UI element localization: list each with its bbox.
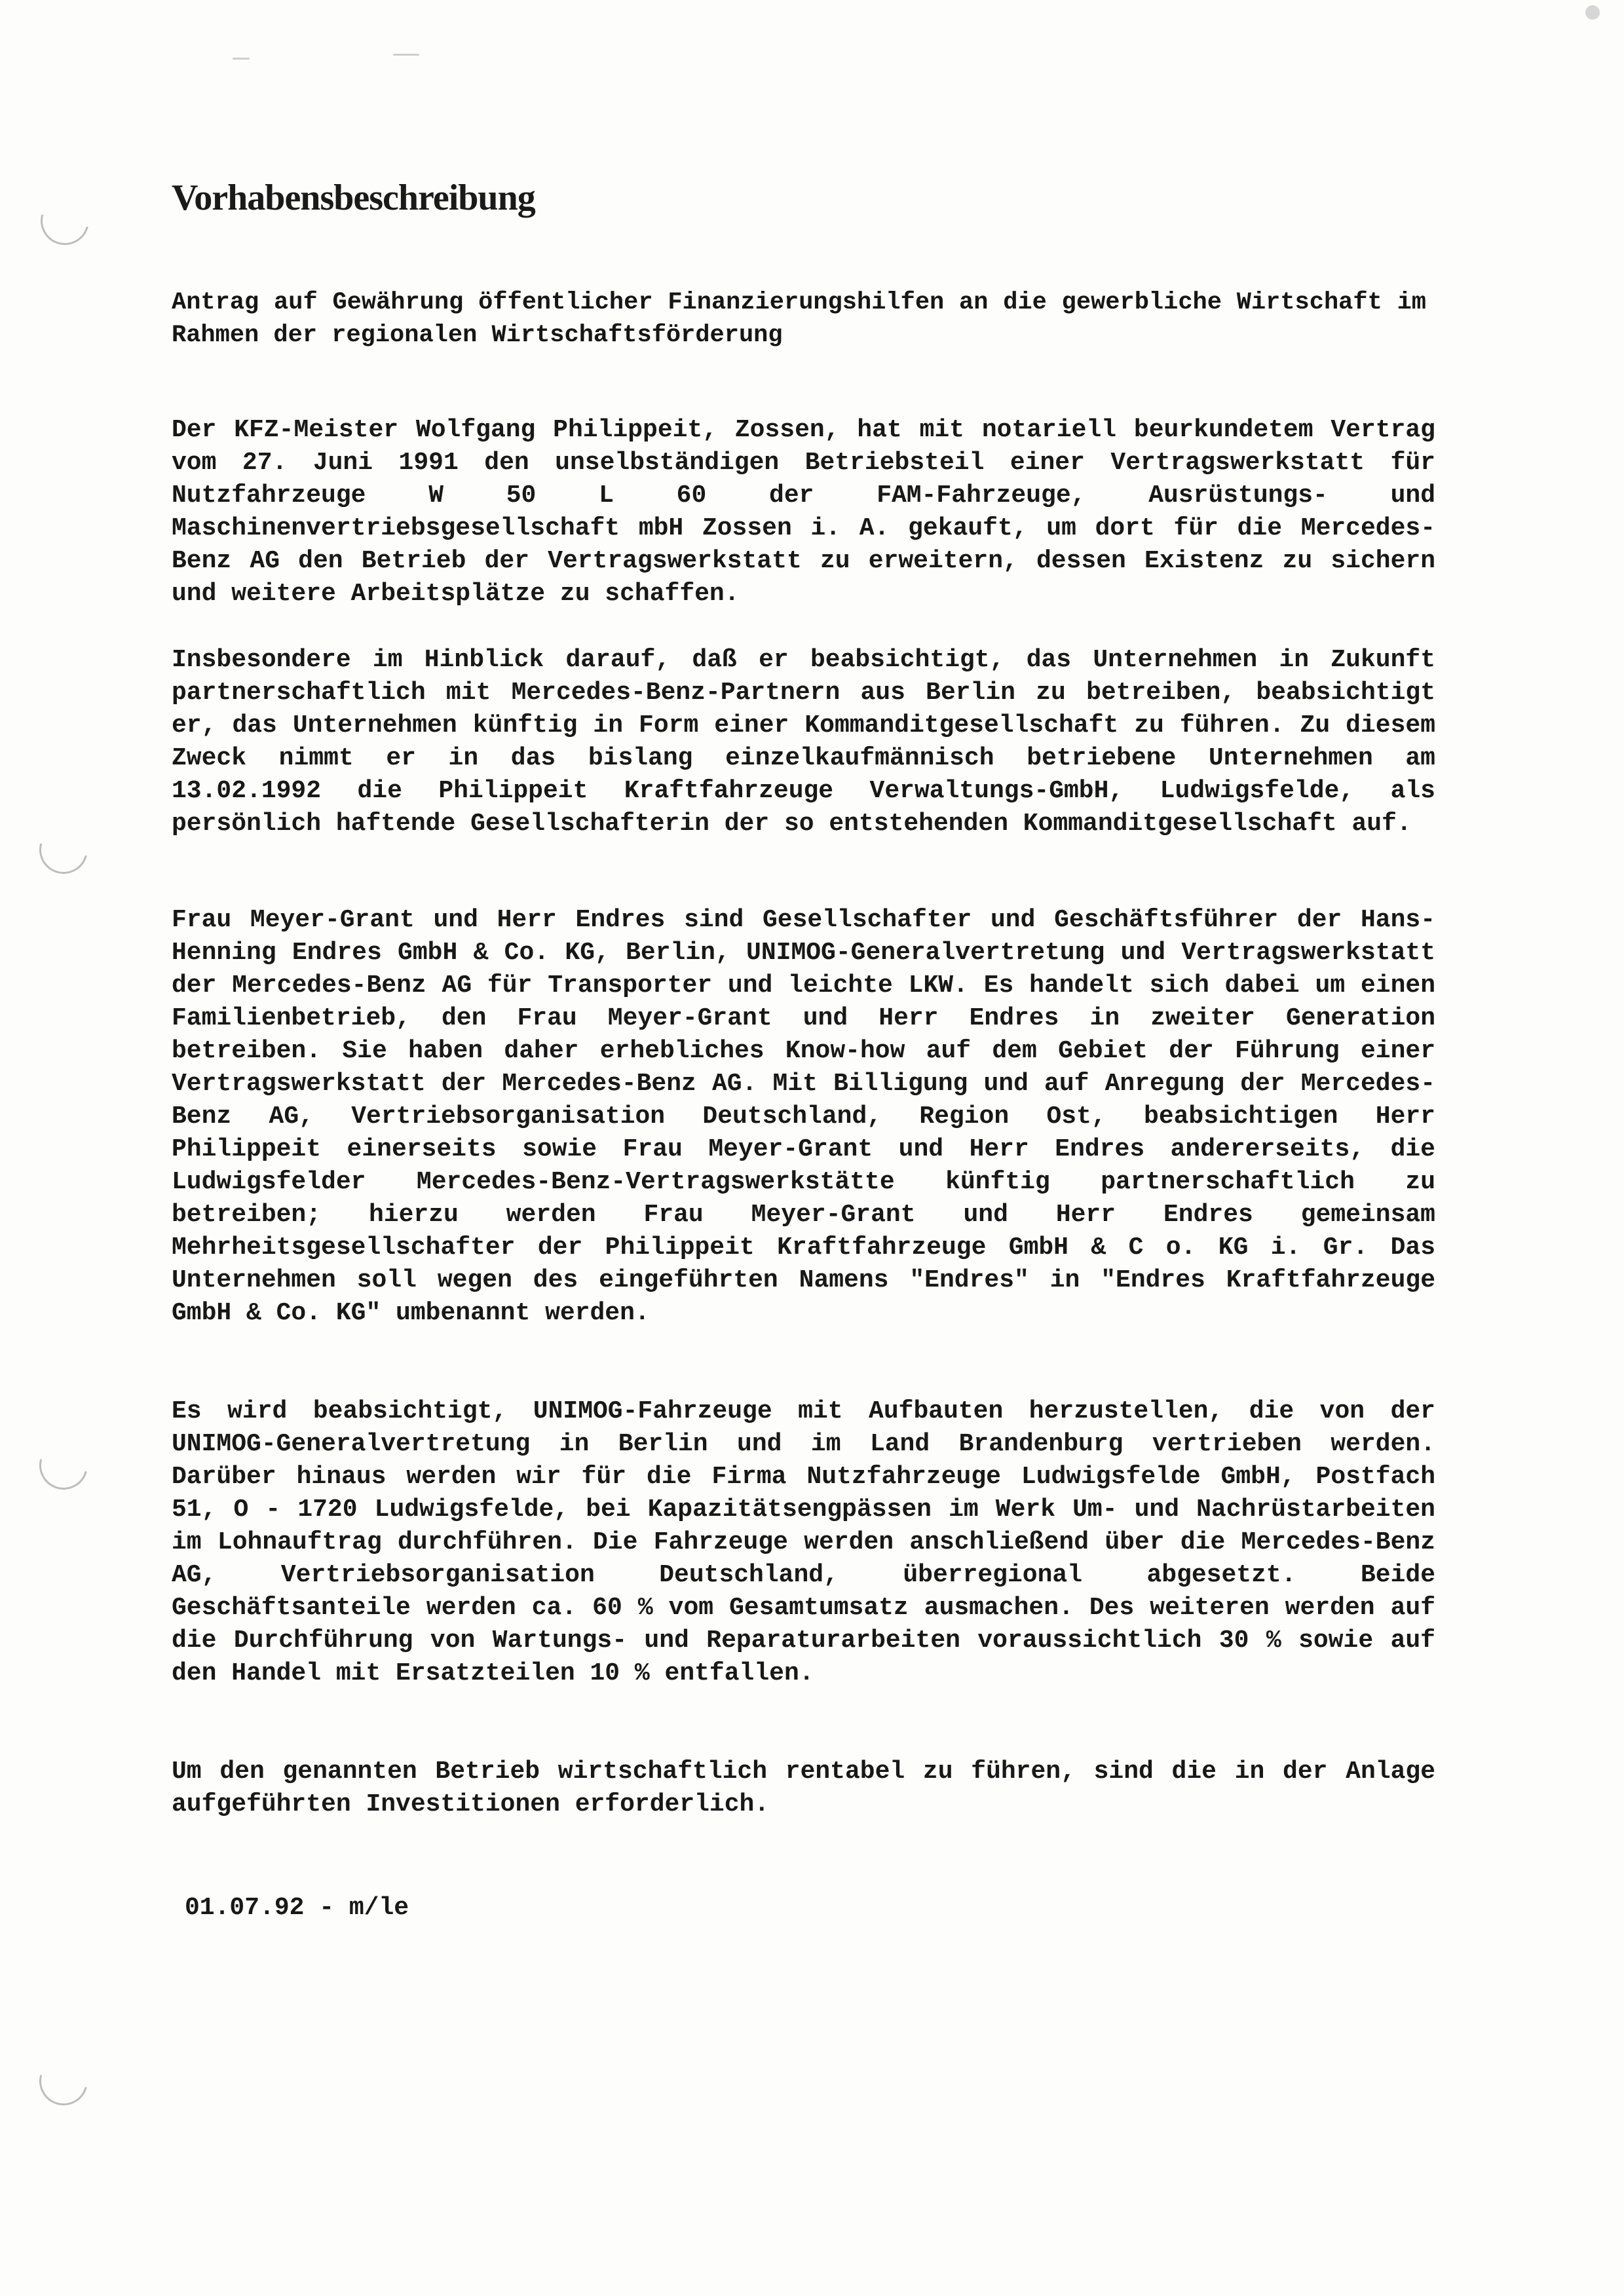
scan-speck [393,54,419,56]
scan-speck [233,58,250,60]
paragraph-purchase: Der KFZ-Meister Wolfgang Philippeit, Zossen, hat mit notariell beurkundetem Vertrag vom 27. Juni 1991 den unselbständigen Betriebsteil einer Vertragswerkstatt für Nutzfahrzeuge W 50 L 60 der FAM-Fahrzeuge, Ausrüstungs- und Maschinenvertriebsgesellschaft mbH Zossen i. A. gekauft, um dort für die Mercedes-Benz AG den Betrieb der Vertragswerkstatt zu erweitern, dessen Existenz zu sichern und weitere Arbeitsplätze zu schaffen. [172,416,1435,608]
punch-hole-mark [31,187,98,254]
scan-speck [1585,5,1600,20]
document-subject: Antrag auf Gewährung öffentlicher Finanzierungshilfen an die gewerbliche Wirtschaft im Rahmen der regionalen Wirtschaftsförderung [172,289,1426,349]
paragraph-kommanditgesellschaft: Insbesondere im Hinblick darauf, daß er beabsichtigt, das Unternehmen in Zukunft partnerschaftlich mit Mercedes-Benz-Partnern aus Berlin zu betreiben, beabsichtigt er, das Unternehmen künftig in Form einer Kommanditgesellschaft zu führen. Zu diesem Zweck nimmt er in das bislang einzelkaufmännisch betriebene Unternehmen am 13.02.1992 die Philippeit Kraftfahrzeuge Verwaltungs-GmbH, Ludwigsfelde, als persönlich haftende Gesellschafterin der so entstehenden Kommanditgesellschaft auf. [172,646,1435,838]
punch-hole-mark [30,1432,96,1498]
paragraph-partners: Frau Meyer-Grant und Herr Endres sind Gesellschafter und Geschäftsführer der Hans-Henning Endres GmbH & Co. KG, Berlin, UNIMOG-Generalvertretung und Vertragswerkstatt der Mercedes-Benz AG für Transporter und leichte LKW. Es handelt sich dabei um einen Familienbetrieb, den Frau Meyer-Grant und Herr Endres in zweiter Generation betreiben. Sie haben daher erhebliches Know-how auf dem Gebiet der Führung einer Vertragswerkstatt der Mercedes-Benz AG. Mit Billigung und auf Anregung der Mercedes-Benz AG, Vertriebsorganisation Deutschland, Region Ost, beabsichtigen Herr Philippeit einerseits sowie Frau Meyer-Grant und Herr Endres andererseits, die Ludwigsfelder Mercedes-Benz-Vertragswerkstätte künftig partnerschaftlich zu betreiben; hierzu werden Frau Meyer-Grant und Herr Endres gemeinsam Mehrheitsgesellschafter der Philippeit Kraftfahrzeuge GmbH & C o. KG i. Gr. Das Unternehmen soll wegen des eingeführten Namens "Endres" in "Endres Kraftfahrzeuge GmbH & Co. KG" umbenannt werden. [172,906,1435,1327]
paragraph-investments: Um den genannten Betrieb wirtschaftlich rentabel zu führen, sind die in der Anlage aufgeführten Investitionen erforderlich. [172,1758,1435,1818]
punch-hole-mark [30,2048,96,2114]
paragraph-business-activities: Es wird beabsichtigt, UNIMOG-Fahrzeuge mit Aufbauten herzustellen, die von der UNIMOG-Generalvertretung in Berlin und im Land Brandenburg vertrieben werden. Darüber hinaus werden wir für die Firma Nutzfahrzeuge Ludwigsfelde GmbH, Postfach 51, O - 1720 Ludwigsfelde, bei Kapazitätsengpässen im Werk Um- und Nachrüstarbeiten im Lohnauftrag durchführen. Die Fahrzeuge werden anschließend über die Mercedes-Benz AG, Vertriebsorganisation Deutschland, überregional abgesetzt. Beide Geschäftsanteile werden ca. 60 % vom Gesamtumsatz ausmachen. Des weiteren werden auf die Durchführung von Wartungs- und Reparaturarbeiten voraussichtlich 30 % sowie auf den Handel mit Ersatzteilen 10 % entfallen. [172,1397,1435,1687]
date-reference: 01.07.92 - m/le [185,1894,409,1922]
punch-hole-mark [30,816,96,882]
document-title: Vorhabensbeschreibung [172,178,535,218]
